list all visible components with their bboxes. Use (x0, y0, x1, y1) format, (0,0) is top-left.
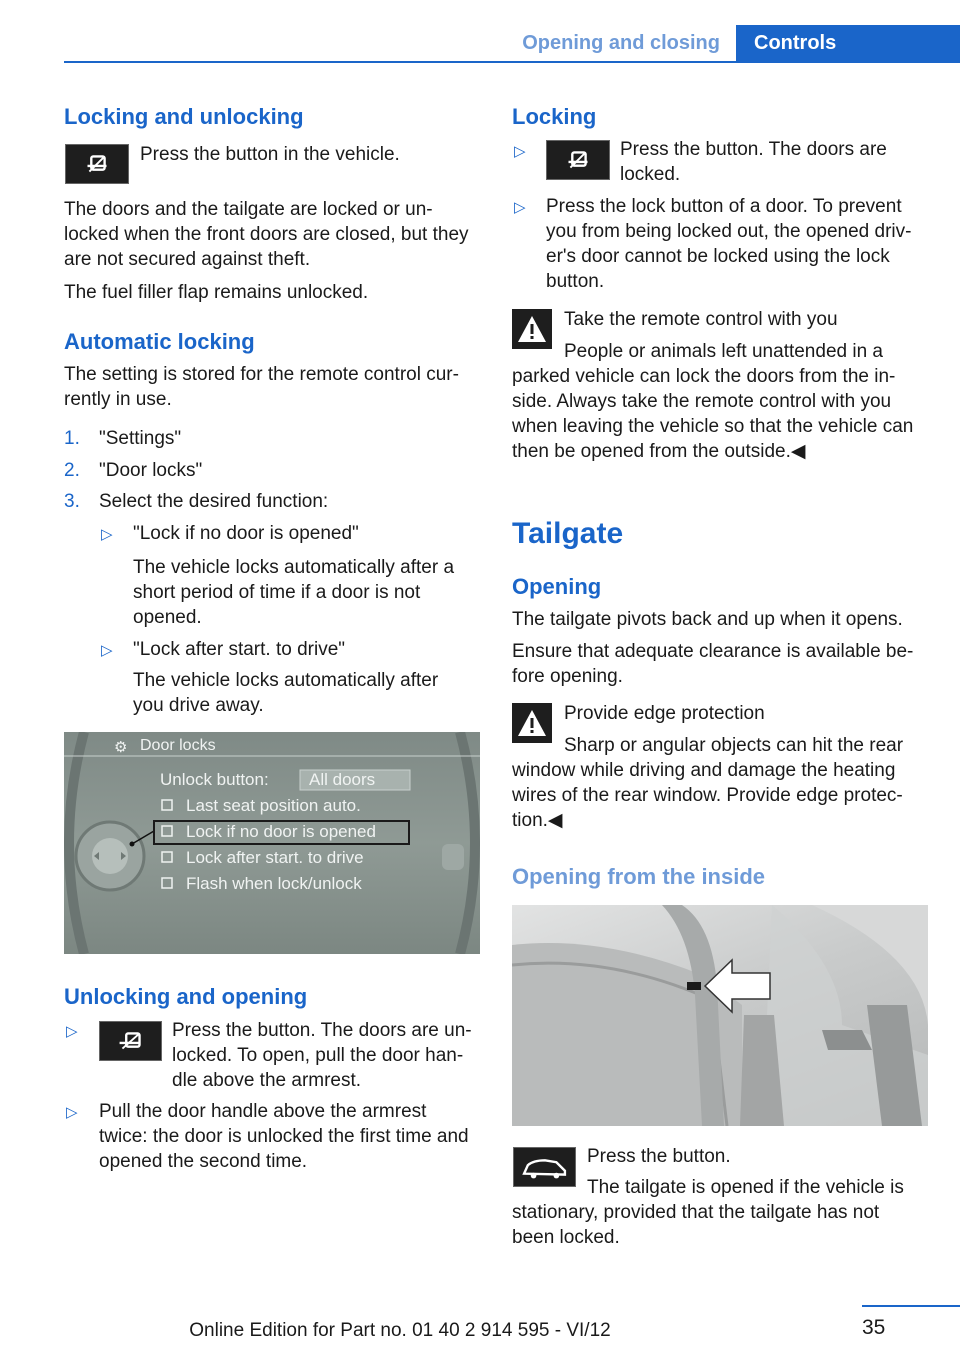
step-number: 1. (64, 428, 80, 449)
vehicle-interior-image (512, 905, 928, 1126)
tailgate-inside-text: The tailgate is opened if the vehicle is stationary, provided that the tailgate has not been locked. (512, 1177, 904, 1248)
locking-paragraph-1: The doors and the tailgate are locked or un- locked when the front doors are closed, but they are not secured against theft. (64, 199, 469, 270)
warning-1-title: Take the remote control with you (564, 309, 838, 330)
step-text: "Door locks" (99, 460, 203, 481)
footer-edition: Online Edition for Part no. 01 40 2 914 595 - VI/12 (189, 1320, 611, 1341)
bullet-arrow-icon: ▷ (514, 143, 526, 160)
screen-menu-item: Last seat position auto. (186, 796, 361, 815)
screen-title: Door locks (140, 737, 216, 754)
unlocking-bullet-1-text (172, 1018, 482, 1093)
heading-opening-from-inside: Opening from the inside (512, 864, 766, 889)
heading-opening: Opening (512, 574, 602, 599)
step-text: "Settings" (99, 428, 182, 449)
screen-menu-item: Flash when lock/unlock (186, 874, 362, 893)
step-number: 2. (64, 460, 80, 481)
tailgate-press-text: Press the button. (587, 1146, 731, 1167)
door-lock-button-icon (65, 144, 129, 184)
page-number: 35 (862, 1316, 886, 1339)
screen-menu-item: Lock after start. to drive (186, 848, 364, 867)
door-unlock-button-icon (99, 1021, 162, 1061)
bullet-arrow-icon: ▷ (101, 642, 113, 659)
locking-bullet-2-text: Press the lock button of a door. To prevent you from being locked out, the opened driv- er's door cannot be locked using the lock button. (546, 196, 912, 292)
unlocking-bullet-2-text: Pull the door handle above the armrest twice: the door is unlocked the first time and opened the second time. (99, 1101, 469, 1172)
heading-tailgate: Tailgate (512, 517, 624, 550)
gear-icon: ⚙ (114, 739, 128, 756)
locking-bullet-1-text: Press the button. The doors are locked. (620, 139, 887, 185)
unlocking-bullet-1-first: Press the button. The doors are un- locked. To open, pull the door han- dle above the armrest. (172, 1020, 472, 1091)
warning-2-text: Sharp or angular objects can hit the rear window while driving and damage the heating wires of the rear window. Provide edge protec- tion.◀ (512, 735, 904, 831)
header-chapter-tab: Controls (736, 25, 960, 62)
screen-menu-item: Lock if no door is opened (186, 822, 376, 841)
warning-2-title: Provide edge protection (564, 703, 765, 724)
heading-unlocking-opening: Unlocking and opening (64, 984, 308, 1009)
option-description: The vehicle locks automatically after a short period of time if a door is not opened. (133, 557, 455, 628)
warning-1-text: People or animals left unattended in a parked vehicle can lock the doors from the in- side. Always take the remote control with you when leaving the vehicle so that the vehicle can then be opened from the outside.◀ (512, 341, 914, 462)
header-rule (64, 61, 960, 63)
tailgate-paragraph-2: Ensure that adequate clearance is available be- fore opening. (512, 641, 914, 687)
unlock-button-label: Unlock button: (160, 770, 269, 789)
heading-locking-unlocking: Locking and unlocking (64, 104, 304, 129)
step-number: 3. (64, 491, 80, 512)
option-title: "Lock after start. to drive" (133, 639, 346, 660)
locking-icon-caption: Press the button in the vehicle. (140, 144, 400, 165)
bullet-arrow-icon: ▷ (514, 199, 526, 216)
bullet-arrow-icon: ▷ (66, 1104, 78, 1121)
bullet-arrow-icon: ▷ (66, 1023, 78, 1040)
bullet-arrow-icon: ▷ (101, 526, 113, 543)
heading-automatic-locking: Automatic locking (64, 329, 255, 354)
heading-locking: Locking (512, 104, 597, 129)
door-locks-screen-image (64, 732, 480, 954)
option-description: The vehicle locks automatically after you drive away. (133, 670, 439, 716)
option-title: "Lock if no door is opened" (133, 523, 359, 544)
header-section-title: Opening and closing (522, 32, 720, 54)
step-text: Select the desired function: (99, 491, 329, 512)
locking-paragraph-2: The fuel filler flap remains unlocked. (64, 282, 369, 303)
unlock-button-value: All doors (309, 770, 376, 789)
door-lock-button-icon (546, 140, 610, 180)
automatic-locking-intro: The setting is stored for the remote control cur- rently in use. (64, 364, 459, 410)
footer-rule (862, 1305, 960, 1307)
tailgate-paragraph-1: The tailgate pivots back and up when it opens. (512, 609, 903, 630)
